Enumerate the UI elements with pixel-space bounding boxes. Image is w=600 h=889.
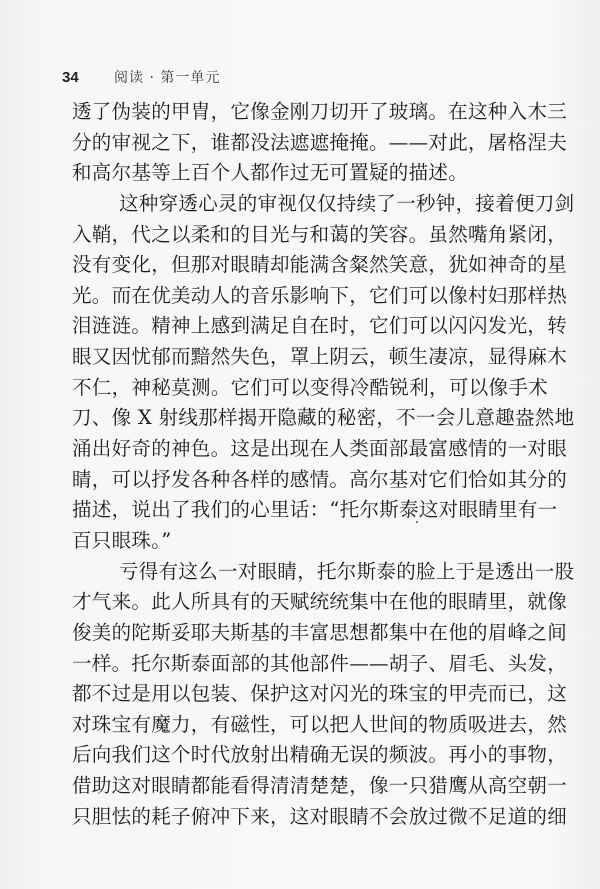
- text-line: 光。而在优美动人的音乐影响下，它们可以像村妇那样热: [72, 283, 568, 307]
- text-line: 一样。托尔斯泰面部的其他部件——胡子、眉毛、头发，: [72, 651, 568, 675]
- text-line: 不仁，神秘莫测。它们可以变得冷酷锐利，可以像手术: [72, 375, 548, 399]
- paragraph-start-line: 亏得有这么一对眼睛，托尔斯泰的脸上于是透出一股: [119, 559, 575, 583]
- text-line: 眼又因忧郁而黯然失色，罩上阴云，顿生凄凉，显得麻木: [72, 345, 568, 369]
- page-header: [62, 66, 220, 88]
- text-line: 刀、像 X 射线那样揭开隐藏的秘密，不一会儿意趣盎然地: [72, 406, 575, 430]
- body-text: [72, 97, 575, 832]
- text-line: 才气来。此人所具有的天赋统统集中在他的眼睛里，就像: [72, 590, 568, 614]
- page-number: 34: [62, 68, 79, 86]
- text-line: 只胆怯的耗子俯冲下来，这对眼睛不会放过微不足道的细: [72, 804, 568, 828]
- text-line: 借助这对眼睛都能看得清清楚楚，像一只猎鹰从高空朝一: [72, 774, 568, 798]
- text-line: 分的审视之下，谁都没法遮遮掩掩。——对此，屠格涅夫: [72, 130, 568, 154]
- text-line: 后向我们这个时代放射出精确无误的频波。再小的事物，: [72, 743, 568, 767]
- text-line: 没有变化，但那对眼睛却能满含粲然笑意，犹如神奇的星: [72, 253, 568, 277]
- running-head: 阅读 · 第一单元: [114, 70, 221, 86]
- text-line: 透了伪装的甲胄，它像金刚刀切开了玻璃。在这种入木三: [72, 100, 568, 123]
- text-line: 描述，说出了我们的心里话：“托尔斯泰这对眼睛里有一: [72, 498, 558, 522]
- text-line: 和高尔基等上百个人都作过无可置疑的描述。: [72, 161, 469, 185]
- text-line: 百只眼珠。”: [72, 528, 172, 552]
- text-line: 都不过是用以包装、保护这对闪光的珠宝的甲壳而已，这: [72, 682, 568, 706]
- text-line: 俊美的陀斯妥耶夫斯基的丰富思想都集中在他的眉峰之间: [72, 620, 568, 644]
- text-line: 泪涟涟。精神上感到满足自在时，它们可以闪闪发光，转: [72, 314, 568, 338]
- text-line: 睛，可以抒发各种各样的感情。高尔基对它们恰如其分的: [72, 467, 568, 491]
- scan-speck: [416, 521, 418, 523]
- text-line: 对珠宝有魔力，有磁性，可以把人世间的物质吸进去，然: [72, 712, 568, 736]
- text-line: 入鞘，代之以柔和的目光与和蔼的笑容。虽然嘴角紧闭，: [72, 222, 568, 246]
- text-line: 涌出好奇的神色。这是出现在人类面部最富感情的一对眼: [72, 437, 568, 461]
- paragraph-start-line: 这种穿透心灵的审视仅仅持续了一秒钟，接着便刀剑: [119, 191, 575, 215]
